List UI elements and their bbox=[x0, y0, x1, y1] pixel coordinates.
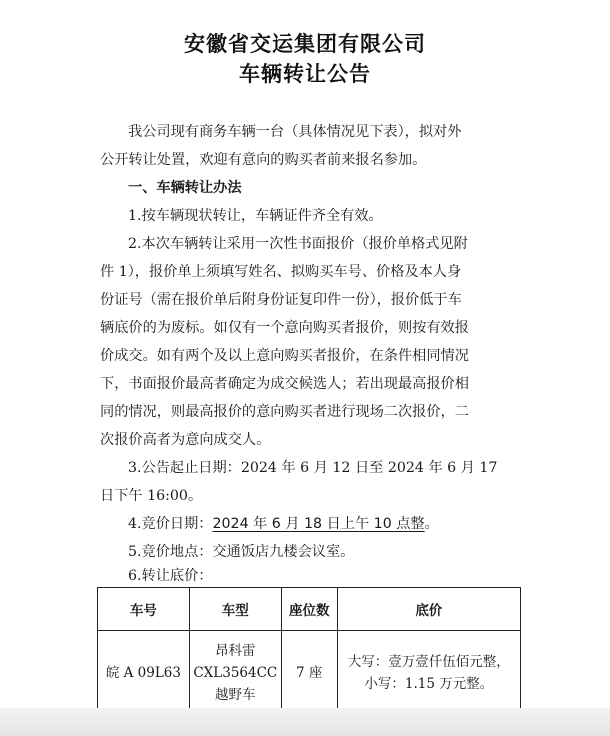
document-title-company: 安徽省交运集团有限公司 bbox=[184, 32, 426, 56]
item-2-line: 2.本次车辆转让采用一次性书面报价（报价单格式见附 bbox=[128, 236, 468, 252]
intro-line-1: 我公司现有商务车辆一台（具体情况见下表），拟对外 bbox=[128, 124, 462, 140]
table-header-row bbox=[98, 588, 521, 631]
item-1: 1.按车辆现状转让，车辆证件齐全有效。 bbox=[128, 208, 383, 224]
item-2-line: 下，书面报价最高者确定为成交候选人；若出现最高报价相 bbox=[100, 376, 469, 392]
page-bottom-edge bbox=[0, 708, 610, 736]
item-2-line: 同的情况，则最高报价的意向购买者进行现场二次报价，二 bbox=[100, 404, 469, 420]
table-header-plate: 车号 bbox=[98, 588, 190, 631]
price-numeric: 小写：1.15 万元整。 bbox=[364, 676, 494, 692]
item-2-line: 份证号（需在报价单后附身份证复印件一份），报价低于车 bbox=[100, 292, 462, 308]
item-4-label: 4.竞价日期： bbox=[128, 516, 213, 532]
table-row bbox=[98, 631, 521, 716]
price-capital: 大写：壹万壹仟伍佰元整， bbox=[347, 654, 510, 670]
document-title-notice: 车辆转让公告 bbox=[239, 62, 371, 86]
item-2-line: 件 1），报价单上须填写姓名、拟购买车号、价格及本人身 bbox=[100, 264, 462, 280]
section-heading-transfer-method: 一、车辆转让办法 bbox=[128, 180, 242, 196]
item-4-bidding-date bbox=[128, 510, 548, 538]
cell-seats: 7 座 bbox=[281, 631, 337, 716]
item-3-line: 日下午 16:00。 bbox=[100, 488, 203, 504]
cell-plate: 皖 A 09L63 bbox=[98, 631, 190, 716]
table-header-price: 底价 bbox=[337, 588, 520, 631]
item-4-period: 。 bbox=[424, 516, 439, 532]
model-name: 昂科雷 bbox=[215, 643, 256, 659]
item-5-bidding-location: 5.竞价地点：交通饭店九楼会议室。 bbox=[128, 544, 355, 560]
item-2-line: 辆底价的为废标。如仅有一个意向购买者报价，则按有效报 bbox=[100, 320, 469, 336]
item-3-line: 3.公告起止日期：2024 年 6 月 12 日至 2024 年 6 月 17 bbox=[128, 460, 498, 476]
reserve-price-table bbox=[97, 587, 521, 716]
model-code: CXL3564CC bbox=[193, 665, 278, 681]
cell-price bbox=[337, 631, 520, 716]
item-4-date-value: 2024 年 6 月 18 日上午 10 点整 bbox=[212, 516, 425, 532]
model-type: 越野车 bbox=[215, 687, 256, 703]
item-6-reserve-price: 6.转让底价： bbox=[128, 568, 213, 584]
item-2-line: 次报价高者为意向成交人。 bbox=[100, 432, 271, 448]
cell-model bbox=[189, 631, 281, 716]
item-2-line: 价成交。如有两个及以上意向购买者报价，在条件相同情况 bbox=[100, 348, 469, 364]
intro-line-2: 公开转让处置，欢迎有意向的购买者前来报名参加。 bbox=[100, 152, 427, 168]
table-header-model: 车型 bbox=[189, 588, 281, 631]
table-header-seats: 座位数 bbox=[281, 588, 337, 631]
